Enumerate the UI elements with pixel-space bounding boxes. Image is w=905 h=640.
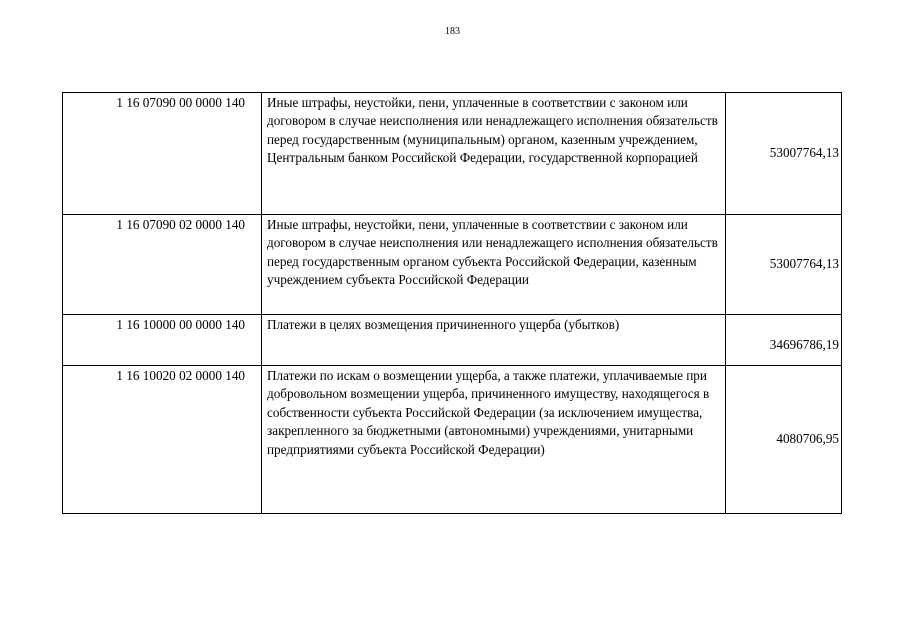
description-cell: Платежи по искам о возмещении ущерба, а также платежи, уплачиваемые при добровольном возмещении ущерба, причиненного имуществу, находящегося в собственности субъекта Российской Федерации (за исключением имущества, закрепленного за бюджетными (автономными) учреждениями, унитарными предприятиями субъекта Российской Федерации) — [262, 366, 726, 514]
amount-cell: 53007764,13 — [726, 215, 842, 315]
budget-code-cell: 1 16 07090 02 0000 140 — [63, 215, 262, 315]
budget-code-cell: 1 16 07090 00 0000 140 — [63, 93, 262, 215]
budget-code-cell: 1 16 10020 02 0000 140 — [63, 366, 262, 514]
amount-cell: 53007764,13 — [726, 93, 842, 215]
table-row — [63, 215, 842, 315]
amount-cell: 4080706,95 — [726, 366, 842, 514]
budget-code-cell: 1 16 10000 00 0000 140 — [63, 315, 262, 366]
amount-cell: 34696786,19 — [726, 315, 842, 366]
table-row — [63, 93, 842, 215]
description-cell: Платежи в целях возмещения причиненного ущерба (убытков) — [262, 315, 726, 366]
description-cell: Иные штрафы, неустойки, пени, уплаченные в соответствии с законом или договором в случае неисполнения или ненадлежащего исполнения обязательств перед государственным (муниципальным) органом, казенным учреждением, Центральным банком Российской Федерации, государственной корпорацией — [262, 93, 726, 215]
description-cell: Иные штрафы, неустойки, пени, уплаченные в соответствии с законом или договором в случае неисполнения или ненадлежащего исполнения обязательств перед государственным органом субъекта Российской Федерации, казенным учреждением субъекта Российской Федерации — [262, 215, 726, 315]
table-row — [63, 366, 842, 514]
page-number: 183 — [445, 26, 460, 37]
table-row — [63, 315, 842, 366]
budget-revenue-table — [62, 92, 842, 514]
